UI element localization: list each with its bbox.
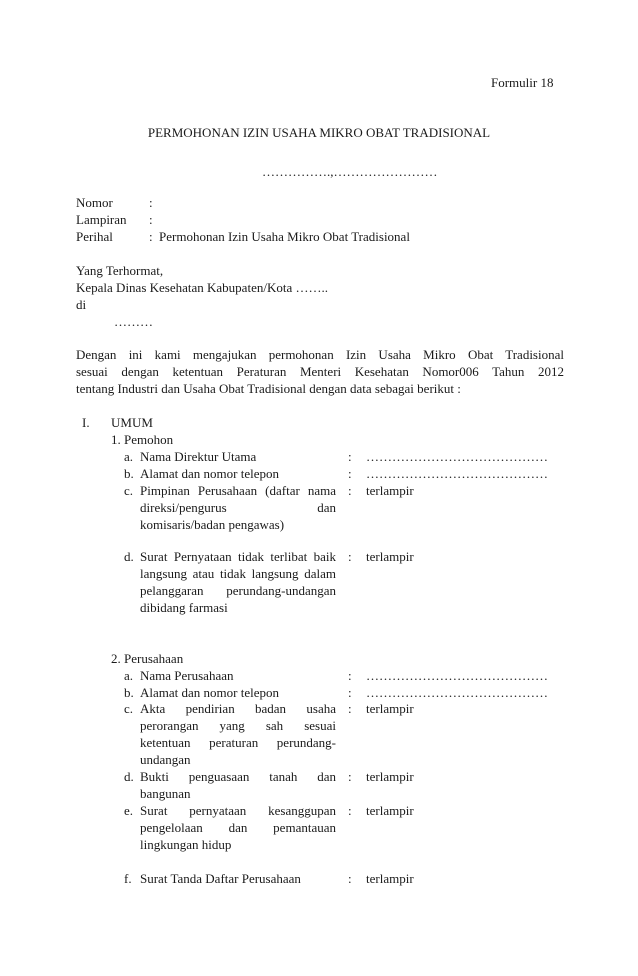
address-place: ………	[114, 314, 153, 329]
item-value: ……………………………………	[366, 466, 548, 481]
intro-line-3: tentang Industri dan Usaha Obat Tradisional dengan data sebagai berikut :	[76, 381, 461, 396]
lampiran-colon: :	[149, 212, 153, 227]
item-text: Nama Direktur Utama	[140, 449, 257, 464]
item-colon: :	[348, 803, 352, 818]
item-value: terlampir	[366, 769, 414, 784]
item-text: Bukti penguasaan tanah dan bangunan	[140, 769, 336, 801]
item-letter: a.	[124, 449, 134, 464]
address-di: di	[76, 297, 87, 312]
item-colon: :	[348, 685, 352, 700]
item-text: Akta pendirian badan usaha perorangan yang sah sesuai ketentuan peraturan perundang-undangan	[140, 701, 336, 767]
item-value: terlampir	[366, 803, 414, 818]
item-colon: :	[348, 668, 352, 683]
item-colon: :	[348, 769, 352, 784]
item-colon: :	[348, 466, 352, 481]
item-colon: :	[348, 483, 352, 498]
section-heading: UMUM	[111, 415, 153, 430]
item-value: ……………………………………	[366, 668, 548, 683]
perihal-value: Permohonan Izin Usaha Mikro Obat Tradisional	[159, 229, 410, 244]
item-letter: d.	[124, 549, 134, 564]
intro-line-2: sesuai dengan ketentuan Peraturan Menteri Kesehatan Nomor006 Tahun 2012	[76, 364, 564, 379]
intro-line-1: Dengan ini kami mengajukan permohonan Izin Usaha Mikro Obat Tradisional	[76, 347, 564, 362]
item-value: ……………………………………	[366, 449, 548, 464]
item-letter: c.	[124, 701, 134, 716]
item-value: terlampir	[366, 549, 414, 564]
item-text: Alamat dan nomor telepon	[140, 466, 279, 481]
address-salutation: Yang Terhormat,	[76, 263, 164, 278]
item-text: Alamat dan nomor telepon	[140, 685, 279, 700]
item-text: Surat Tanda Daftar Perusahaan	[140, 871, 301, 886]
pemohon-heading: 1. Pemohon	[111, 432, 174, 447]
item-text: Pimpinan Perusahaan (daftar nama direksi/pengurus dan komisaris/badan pengawas)	[140, 483, 336, 532]
item-letter: f.	[124, 871, 132, 886]
item-colon: :	[348, 549, 352, 564]
item-colon: :	[348, 449, 352, 464]
lampiran-label: Lampiran	[76, 212, 127, 227]
item-text: Nama Perusahaan	[140, 668, 234, 683]
item-text: Surat pernyataan kesanggupan pengelolaan dan pemantauan lingkungan hidup	[140, 803, 336, 852]
item-colon: :	[348, 701, 352, 716]
section-numeral: I.	[82, 415, 90, 430]
nomor-label: Nomor	[76, 195, 113, 210]
item-value: terlampir	[366, 701, 414, 716]
perusahaan-heading: 2. Perusahaan	[111, 651, 184, 666]
document-title: PERMOHONAN IZIN USAHA MIKRO OBAT TRADISIONAL	[147, 125, 491, 140]
address-recipient: Kepala Dinas Kesehatan Kabupaten/Kota ……..	[76, 280, 328, 295]
item-colon: :	[348, 871, 352, 886]
item-value: terlampir	[366, 483, 414, 498]
item-value: ……………………………………	[366, 685, 548, 700]
item-letter: c.	[124, 483, 134, 498]
perihal-label: Perihal	[76, 229, 113, 244]
date-line: …………….,……………………	[262, 164, 438, 179]
form-number: Formulir 18	[491, 75, 554, 90]
item-text: Surat Pernyataan tidak terlibat baik langsung atau tidak langsung dalam pelanggaran perundang-undangan dibidang farmasi	[140, 549, 336, 615]
item-letter: e.	[124, 803, 134, 818]
item-letter: b.	[124, 466, 134, 481]
item-letter: a.	[124, 668, 134, 683]
item-value: terlampir	[366, 871, 414, 886]
nomor-colon: :	[149, 195, 153, 210]
item-letter: d.	[124, 769, 134, 784]
perihal-colon: :	[149, 229, 153, 244]
item-letter: b.	[124, 685, 134, 700]
